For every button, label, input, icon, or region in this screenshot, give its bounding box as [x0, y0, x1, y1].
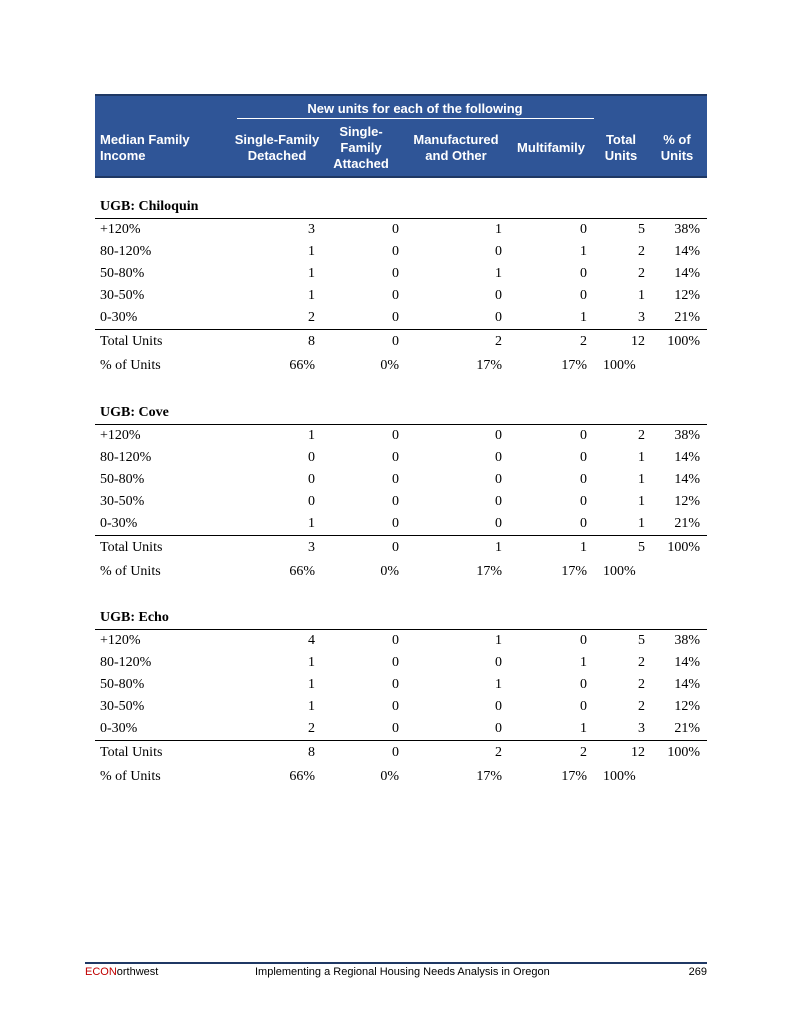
table-row: [95, 470, 707, 490]
total-units-row: [95, 332, 707, 352]
cell-multifamily: 0: [580, 699, 587, 714]
cell-total-units: 1: [638, 494, 645, 509]
cell-single-family-detached: 0: [308, 450, 315, 465]
table-row: [95, 719, 707, 739]
total-total-units: 5: [638, 540, 645, 555]
total-total-units: 12: [631, 745, 645, 760]
total-income-level: Total Units: [100, 540, 163, 555]
cell-percent-of-units: 14%: [674, 244, 700, 259]
cell-single-family-attached: 0: [392, 450, 399, 465]
cell-income-level: 0-30%: [100, 516, 138, 531]
cell-manufactured-and-other: 0: [495, 310, 502, 325]
cell-single-family-attached: 0: [392, 721, 399, 736]
cell-manufactured-and-other: 1: [495, 222, 502, 237]
total-rule: [95, 329, 707, 330]
table-row: [95, 675, 707, 695]
total-multifamily: 1: [580, 540, 587, 555]
cell-single-family-detached: 1: [308, 266, 315, 281]
cell-single-family-detached: 3: [308, 222, 315, 237]
cell-single-family-attached: 0: [392, 494, 399, 509]
table-row: [95, 697, 707, 717]
header-multifamily: Multifamily: [517, 140, 585, 155]
cell-single-family-attached: 0: [392, 288, 399, 303]
cell-percent-of-units: 12%: [674, 699, 700, 714]
cell-income-level: 50-80%: [100, 266, 145, 281]
cell-multifamily: 0: [580, 633, 587, 648]
cell-total-units: 2: [638, 244, 645, 259]
cell-multifamily: 0: [580, 677, 587, 692]
total-single-family-detached: 8: [308, 334, 315, 349]
cell-income-level: 0-30%: [100, 721, 138, 736]
cell-total-units: 1: [638, 288, 645, 303]
table-row: [95, 514, 707, 534]
footer-rule: [85, 962, 707, 964]
percent-single-family-detached: 66%: [289, 358, 315, 373]
cell-single-family-attached: 0: [392, 222, 399, 237]
header-manufactured-and-other: Manufactured and Other: [413, 132, 499, 163]
cell-income-level: 80-120%: [100, 244, 152, 259]
cell-manufactured-and-other: 0: [495, 721, 502, 736]
cell-total-units: 1: [638, 516, 645, 531]
cell-manufactured-and-other: 0: [495, 450, 502, 465]
cell-single-family-attached: 0: [392, 244, 399, 259]
cell-total-units: 5: [638, 633, 645, 648]
total-single-family-attached: 0: [392, 334, 399, 349]
section-title: UGB: Cove: [100, 405, 169, 420]
percent-single-family-detached: 66%: [289, 769, 315, 784]
total-single-family-attached: 0: [392, 745, 399, 760]
total-percent-of-units: 100%: [667, 334, 700, 349]
total-single-family-detached: 8: [308, 745, 315, 760]
cell-percent-of-units: 21%: [674, 721, 700, 736]
cell-multifamily: 0: [580, 472, 587, 487]
percent-multifamily: 17%: [561, 358, 587, 373]
table-row: [95, 653, 707, 673]
percent-of-units-row: [95, 562, 707, 582]
cell-single-family-attached: 0: [392, 699, 399, 714]
footer-brand-prefix: ECON: [85, 966, 117, 978]
cell-income-level: +120%: [100, 428, 141, 443]
percent-manufactured-and-other: 17%: [476, 564, 502, 579]
percent-income-level: % of Units: [100, 564, 161, 579]
cell-total-units: 1: [638, 472, 645, 487]
percent-total-units: 100%: [603, 358, 636, 373]
cell-percent-of-units: 21%: [674, 516, 700, 531]
cell-total-units: 2: [638, 677, 645, 692]
cell-income-level: 30-50%: [100, 288, 145, 303]
cell-single-family-detached: 1: [308, 516, 315, 531]
percent-manufactured-and-other: 17%: [476, 769, 502, 784]
header-median-family-income: Median Family Income: [100, 132, 190, 163]
cell-single-family-detached: 1: [308, 244, 315, 259]
cell-single-family-attached: 0: [392, 655, 399, 670]
cell-multifamily: 1: [580, 244, 587, 259]
percent-total-units: 100%: [603, 769, 636, 784]
table-row: [95, 264, 707, 284]
cell-percent-of-units: 14%: [674, 450, 700, 465]
cell-manufactured-and-other: 0: [495, 699, 502, 714]
table-row: [95, 242, 707, 262]
cell-single-family-detached: 2: [308, 310, 315, 325]
cell-multifamily: 0: [580, 516, 587, 531]
column-group-label: New units for each of the following: [307, 101, 523, 116]
header-total-units: Total Units: [604, 132, 638, 163]
percent-of-units-row: [95, 356, 707, 376]
header-single-family-detached: Single-Family Detached: [234, 132, 320, 163]
table-row: [95, 631, 707, 651]
cell-manufactured-and-other: 0: [495, 244, 502, 259]
cell-percent-of-units: 14%: [674, 472, 700, 487]
total-multifamily: 2: [580, 334, 587, 349]
percent-income-level: % of Units: [100, 358, 161, 373]
table-row: [95, 492, 707, 512]
cell-single-family-detached: 0: [308, 472, 315, 487]
cell-multifamily: 0: [580, 288, 587, 303]
cell-income-level: +120%: [100, 633, 141, 648]
section-top-rule: [95, 629, 707, 630]
total-single-family-detached: 3: [308, 540, 315, 555]
cell-manufactured-and-other: 0: [495, 655, 502, 670]
percent-of-units-row: [95, 767, 707, 787]
cell-single-family-detached: 1: [308, 428, 315, 443]
percent-multifamily: 17%: [561, 769, 587, 784]
cell-total-units: 3: [638, 721, 645, 736]
cell-single-family-attached: 0: [392, 677, 399, 692]
total-manufactured-and-other: 1: [495, 540, 502, 555]
cell-income-level: 80-120%: [100, 450, 152, 465]
percent-single-family-attached: 0%: [380, 769, 399, 784]
table-row: [95, 308, 707, 328]
total-manufactured-and-other: 2: [495, 745, 502, 760]
cell-total-units: 3: [638, 310, 645, 325]
cell-multifamily: 0: [580, 494, 587, 509]
cell-single-family-attached: 0: [392, 428, 399, 443]
cell-single-family-attached: 0: [392, 633, 399, 648]
cell-manufactured-and-other: 1: [495, 677, 502, 692]
percent-single-family-attached: 0%: [380, 564, 399, 579]
total-percent-of-units: 100%: [667, 745, 700, 760]
cell-manufactured-and-other: 1: [495, 633, 502, 648]
total-percent-of-units: 100%: [667, 540, 700, 555]
table-row: [95, 220, 707, 240]
cell-total-units: 2: [638, 699, 645, 714]
cell-income-level: 30-50%: [100, 699, 145, 714]
section-title: UGB: Chiloquin: [100, 199, 199, 214]
total-units-row: [95, 538, 707, 558]
total-single-family-attached: 0: [392, 540, 399, 555]
cell-percent-of-units: 38%: [674, 222, 700, 237]
footer-document-title: Implementing a Regional Housing Needs Analysis in Oregon: [255, 966, 550, 978]
total-income-level: Total Units: [100, 745, 163, 760]
ugb-section: [0, 404, 800, 584]
cell-single-family-attached: 0: [392, 310, 399, 325]
total-multifamily: 2: [580, 745, 587, 760]
cell-single-family-detached: 2: [308, 721, 315, 736]
cell-single-family-detached: 1: [308, 288, 315, 303]
column-group-underline: [237, 118, 594, 119]
cell-income-level: 50-80%: [100, 472, 145, 487]
cell-single-family-detached: 4: [308, 633, 315, 648]
cell-income-level: +120%: [100, 222, 141, 237]
cell-percent-of-units: 12%: [674, 288, 700, 303]
cell-percent-of-units: 21%: [674, 310, 700, 325]
cell-manufactured-and-other: 0: [495, 288, 502, 303]
cell-total-units: 2: [638, 655, 645, 670]
footer-brand-suffix: orthwest: [116, 966, 159, 978]
footer-brand: [85, 966, 158, 978]
percent-single-family-attached: 0%: [380, 358, 399, 373]
cell-percent-of-units: 12%: [674, 494, 700, 509]
cell-total-units: 5: [638, 222, 645, 237]
cell-manufactured-and-other: 0: [495, 516, 502, 531]
total-units-row: [95, 743, 707, 763]
cell-income-level: 50-80%: [100, 677, 145, 692]
cell-total-units: 2: [638, 266, 645, 281]
section-top-rule: [95, 218, 707, 219]
cell-income-level: 0-30%: [100, 310, 138, 325]
cell-total-units: 2: [638, 428, 645, 443]
cell-multifamily: 1: [580, 721, 587, 736]
ugb-section: [0, 198, 800, 378]
cell-multifamily: 0: [580, 266, 587, 281]
table-row: [95, 286, 707, 306]
percent-total-units: 100%: [603, 564, 636, 579]
cell-single-family-detached: 1: [308, 699, 315, 714]
page-footer: [85, 965, 707, 979]
total-rule: [95, 740, 707, 741]
header-percent-of-units: % of Units: [660, 132, 694, 163]
cell-single-family-attached: 0: [392, 472, 399, 487]
cell-single-family-detached: 1: [308, 655, 315, 670]
cell-percent-of-units: 14%: [674, 677, 700, 692]
percent-multifamily: 17%: [561, 564, 587, 579]
table-header: [95, 94, 707, 178]
total-income-level: Total Units: [100, 334, 163, 349]
table-row: [95, 448, 707, 468]
header-single-family-attached: Single-Family Attached: [333, 124, 389, 171]
cell-single-family-attached: 0: [392, 266, 399, 281]
cell-multifamily: 0: [580, 428, 587, 443]
cell-manufactured-and-other: 0: [495, 428, 502, 443]
cell-income-level: 30-50%: [100, 494, 145, 509]
total-rule: [95, 535, 707, 536]
cell-total-units: 1: [638, 450, 645, 465]
cell-multifamily: 1: [580, 655, 587, 670]
cell-manufactured-and-other: 0: [495, 472, 502, 487]
total-manufactured-and-other: 2: [495, 334, 502, 349]
cell-percent-of-units: 14%: [674, 655, 700, 670]
section-top-rule: [95, 424, 707, 425]
table-row: [95, 426, 707, 446]
cell-percent-of-units: 38%: [674, 428, 700, 443]
percent-income-level: % of Units: [100, 769, 161, 784]
cell-percent-of-units: 38%: [674, 633, 700, 648]
ugb-section: [0, 609, 800, 789]
cell-income-level: 80-120%: [100, 655, 152, 670]
footer-page-number: 269: [688, 966, 707, 978]
cell-manufactured-and-other: 0: [495, 494, 502, 509]
cell-multifamily: 1: [580, 310, 587, 325]
total-total-units: 12: [631, 334, 645, 349]
cell-single-family-attached: 0: [392, 516, 399, 531]
cell-percent-of-units: 14%: [674, 266, 700, 281]
percent-manufactured-and-other: 17%: [476, 358, 502, 373]
cell-single-family-detached: 1: [308, 677, 315, 692]
percent-single-family-detached: 66%: [289, 564, 315, 579]
cell-manufactured-and-other: 1: [495, 266, 502, 281]
cell-multifamily: 0: [580, 222, 587, 237]
section-title: UGB: Echo: [100, 610, 169, 625]
cell-single-family-detached: 0: [308, 494, 315, 509]
cell-multifamily: 0: [580, 450, 587, 465]
